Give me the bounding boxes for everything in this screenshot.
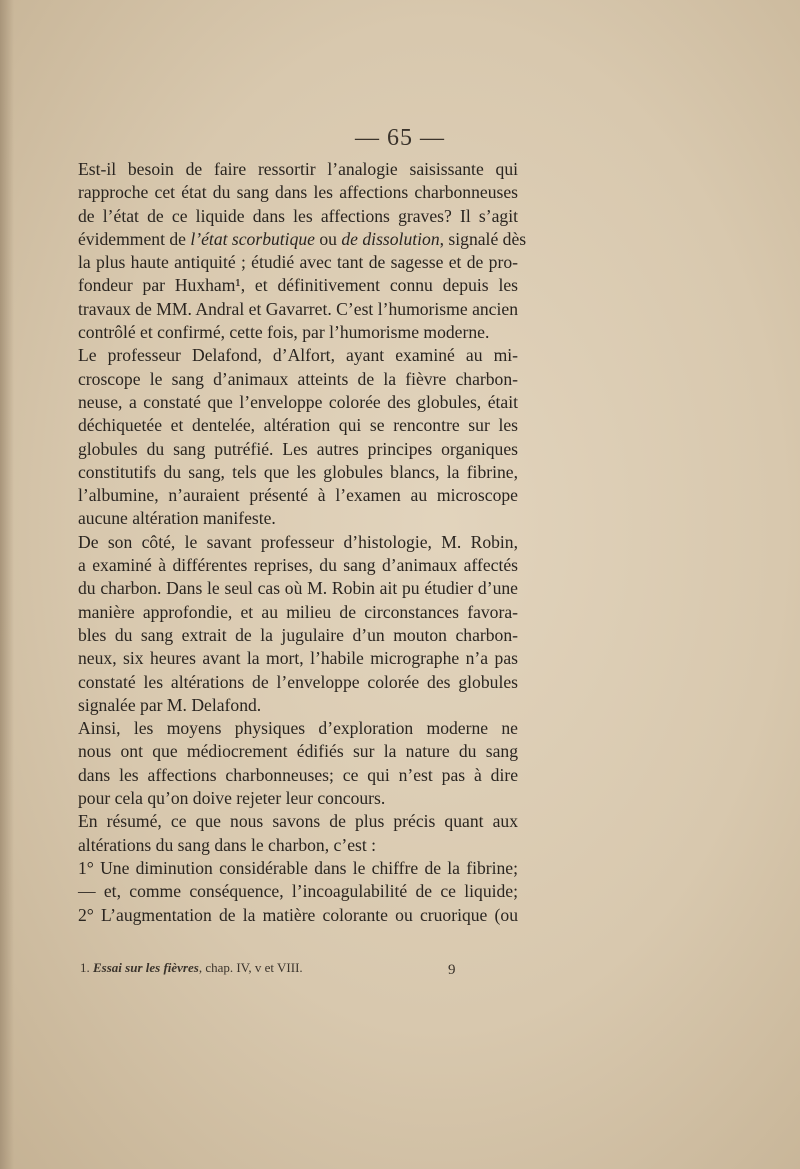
- text-run: manière approfondie, et au milieu de circonstances favora-: [78, 601, 518, 622]
- italic-phrase: l’état scorbutique: [190, 228, 315, 249]
- text-line: [78, 694, 518, 717]
- text-run: bles du sang extrait de la jugulaire d’un mouton charbon-: [78, 624, 518, 645]
- text-run: contrôlé et confirmé, cette fois, par l’humorisme moderne.: [78, 322, 490, 343]
- text-line: [78, 344, 518, 367]
- text-line: [78, 531, 518, 554]
- text-run: nous ont que médiocrement édifiés sur la nature du sang: [78, 741, 518, 762]
- text-line: [78, 624, 518, 647]
- footnote: [80, 960, 303, 976]
- text-line: [78, 391, 518, 414]
- text-line: [78, 274, 518, 297]
- text-line: [78, 857, 518, 880]
- text-line: [78, 671, 518, 694]
- body-text: [78, 158, 527, 927]
- text-run: Ainsi, les moyens physiques d’exploration moderne ne: [78, 718, 518, 739]
- text-line: [78, 577, 518, 600]
- text-line: [78, 368, 518, 391]
- text-run: Le professeur Delafond, d’Alfort, ayant examiné au mi-: [78, 345, 518, 366]
- footnote-marker: 1.: [80, 960, 93, 975]
- text-run: constaté les altérations de l’enveloppe colorée des globules: [78, 671, 518, 692]
- text-run: a examiné à différentes reprises, du sang d’animaux affectés: [78, 555, 518, 576]
- text-run: Est-il besoin de faire ressortir l’analogie saisissante qui: [78, 159, 518, 179]
- text-line: [78, 764, 518, 787]
- italic-phrase: de dissolution: [341, 228, 440, 249]
- text-line: [78, 507, 518, 530]
- text-line: [78, 251, 518, 274]
- text-run: altérations du sang dans le charbon, c’est :: [78, 834, 377, 855]
- text-run: pour cela qu’on doive rejeter leur concours.: [78, 788, 386, 809]
- text-line: [78, 834, 518, 857]
- text-line: [78, 158, 518, 181]
- text-run: neuse, a constaté que l’enveloppe colorée des globules, était: [78, 391, 518, 412]
- text-run: la plus haute antiquité ; étudié avec tant de sagesse et de pro-: [78, 252, 518, 273]
- text-line: [78, 647, 518, 670]
- text-line: [78, 228, 527, 251]
- text-run: l’albumine, n’auraient présenté à l’examen au microscope: [78, 485, 518, 506]
- text-run: rapproche cet état du sang dans les affections charbonneuses: [78, 182, 518, 203]
- text-line: [78, 438, 518, 461]
- text-run: globules du sang putréfié. Les autres principes organiques: [78, 438, 518, 459]
- text-line: [78, 298, 518, 321]
- text-line: [78, 554, 518, 577]
- text-run: fondeur par Huxham¹, et définitivement connu depuis les: [78, 275, 518, 296]
- text-run: croscope le sang d’animaux atteints de la fièvre charbon-: [78, 368, 518, 389]
- text-run: neux, six heures avant la mort, l’habile micrographe n’a pas: [78, 648, 518, 669]
- page-number-header: — 65 —: [355, 125, 445, 151]
- text-run: — et, comme conséquence, l’incoagulabilité de ce liquide;: [78, 881, 518, 902]
- text-line: [78, 717, 518, 740]
- text-run: ou: [314, 228, 342, 249]
- text-run: aucune altération manifeste.: [78, 508, 276, 529]
- text-run: 2° L’augmentation de la matière colorante ou cruorique (ou: [78, 904, 518, 925]
- text-run: travaux de MM. Andral et Gavarret. C’est l’humorisme ancien: [78, 298, 518, 319]
- text-line: [78, 601, 518, 624]
- text-line: [78, 484, 518, 507]
- footnote-text: , chap. IV, v et VIII.: [198, 960, 303, 975]
- text-line: [78, 321, 518, 344]
- text-line: [78, 810, 518, 833]
- text-run: de l’état de ce liquide dans les affections graves? Il s’agit: [78, 205, 518, 226]
- text-line: [78, 740, 518, 763]
- signature-mark: 9: [448, 962, 456, 978]
- text-line: [78, 181, 518, 204]
- text-run: du charbon. Dans le seul cas où M. Robin ait pu étudier d’une: [78, 578, 518, 599]
- text-line: [78, 880, 518, 903]
- text-run: 1° Une diminution considérable dans le chiffre de la fibrine;: [78, 857, 518, 878]
- text-run: évidemment de: [78, 228, 191, 249]
- text-line: [78, 904, 518, 927]
- text-line: [78, 205, 518, 228]
- text-run: En résumé, ce que nous savons de plus précis quant aux: [78, 811, 518, 832]
- text-line: [78, 414, 518, 437]
- text-run: , signalé dès: [439, 228, 527, 249]
- text-line: [78, 461, 518, 484]
- page-binding-shadow: [0, 0, 14, 1169]
- text-run: signalée par M. Delafond.: [78, 694, 262, 715]
- text-run: dans les affections charbonneuses; ce qui n’est pas à dire: [78, 764, 518, 785]
- text-line: [78, 787, 518, 810]
- text-run: De son côté, le savant professeur d’histologie, M. Robin,: [78, 531, 518, 552]
- text-run: déchiquetée et dentelée, altération qui se rencontre sur les: [78, 415, 518, 436]
- text-run: constitutifs du sang, tels que les globules blancs, la fibrine,: [78, 461, 518, 482]
- footnote-title: Essai sur les fièvres: [93, 960, 199, 975]
